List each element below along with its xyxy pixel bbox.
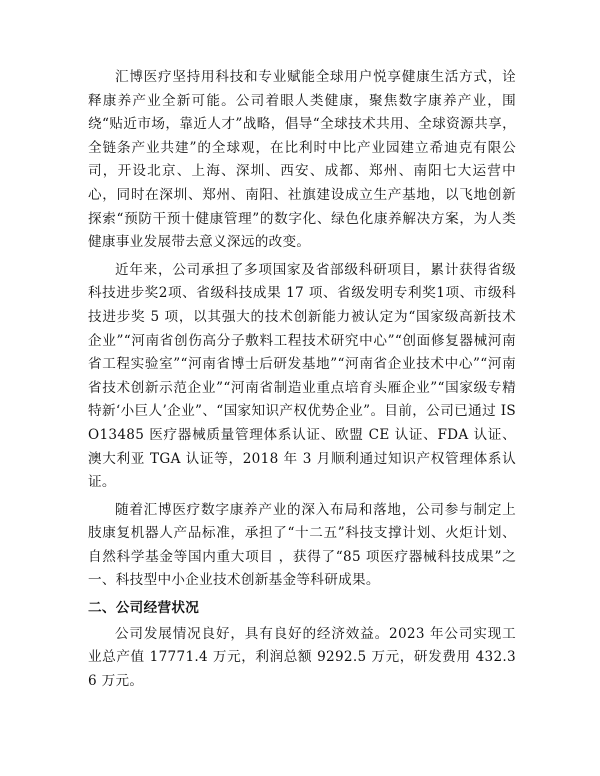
- paragraph-research-awards: 近年来，公司承担了多项国家及省部级科研项目，累计获得省级科技进步奖2项、省级科技成果 17 项、省级发明专利奖1项、市级科技进步奖 5 项，以其强大的技术创新能力被认定为“国家级高新技术企业”“河南省创伤高分子敷料工程技术研究中心”“创面修复器械河南省工程实验室”“河南省博士后研发基地”“河南省企业技术中心”“河南省技术创新示范企业”“河南省制造业重点培育头雁企业”“国家级专精特新‘小巨人’企业”、“国家知识产权优势企业”。目前，公司已通过 ISO13485 医疗器械质量管理体系认证、欧盟 CE 认证、FDA 认证、澳大利亚 TGA 认证等，2018 年 3 月顺利通过知识产权管理体系认证。: [88, 261, 516, 491]
- document-page: [88, 66, 516, 693]
- section-heading-operations: 二、公司经营状况: [88, 600, 200, 617]
- paragraph-industry-layout: 随着汇博医疗数字康养产业的深入布局和落地，公司参与制定上肢康复机器人产品标准，承担了“十二五”科技支撑计划、火炬计划、自然科学基金等国内重大项目 ，获得了“85 项医疗器械科技成果”之一、科技型中小企业技术创新基金等科研成果。: [88, 501, 516, 589]
- paragraph-operations-status: 公司发展情况良好，具有良好的经济效益。2023 年公司实现工业总产值 17771.4 万元，利润总额 9292.5 万元，研发费用 432.36 万元。: [88, 625, 516, 689]
- paragraph-company-intro: 汇博医疗坚持用科技和专业赋能全球用户悦享健康生活方式，诠释康养产业全新可能。公司着眼人类健康，聚焦数字康养产业，围绕“贴近市场，靠近人才”战略，倡导“全球技术共用、全球资源共享，全链条产业共建”的全球观，在比利时中比产业园建立希迪克有限公司，开设北京、上海、深圳、西安、成都、郑州、南阳七大运营中心，同时在深圳、郑州、南阳、社旗建设成立生产基地，以飞地创新探索“预防干预十健康管理”的数字化、绿色化康养解决方案，为人类健康事业发展带去意义深远的改变。: [88, 69, 516, 251]
